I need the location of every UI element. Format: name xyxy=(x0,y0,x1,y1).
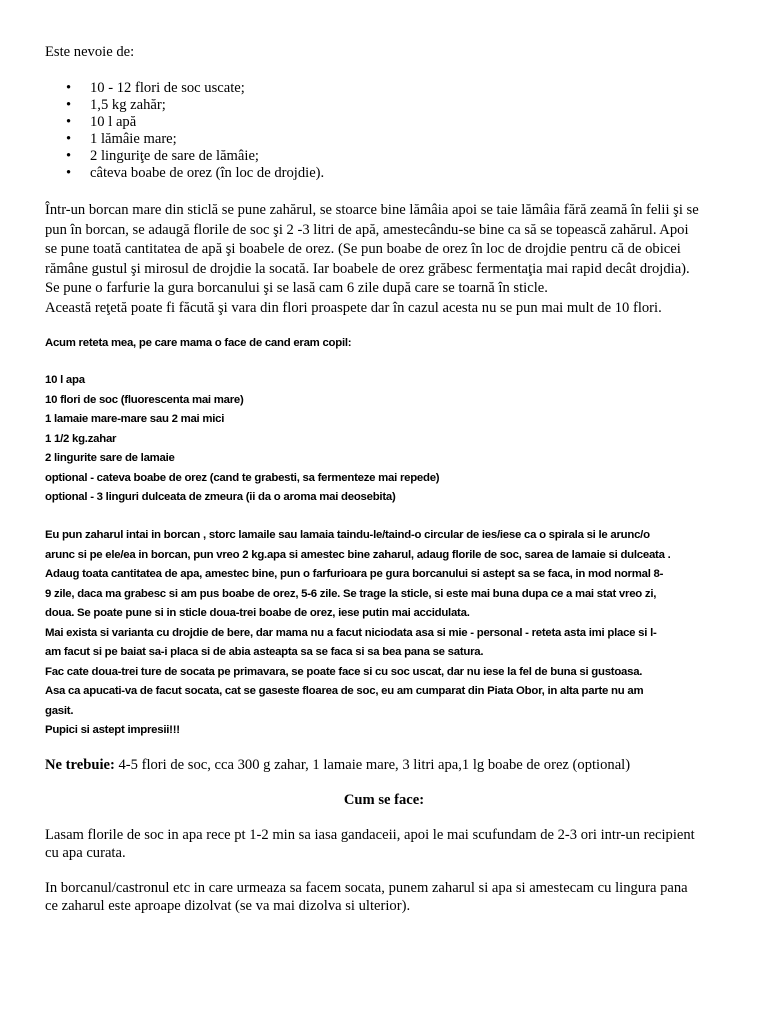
ingredients-summary xyxy=(45,757,630,774)
paragraph-line: 9 zile, daca ma grabesc si am pus boabe de orez, 5-6 zile. Se trage la sticle, si este mai buna dupa ce a mai stat vreo zi, xyxy=(45,587,657,600)
section-heading-method: Cum se face: xyxy=(343,792,425,808)
list-item-text: 10 - 12 flori de soc uscate; xyxy=(90,80,245,96)
paragraph-line: Lasam florile de soc in apa rece pt 1-2 min sa iasa gandaceii, apoi le mai scufundam de 2-3 ori intr-un recipient xyxy=(45,827,695,843)
paragraph-line: se pune toată cantitatea de apă şi boabele de orez. (Se pun boabe de orez în loc de drojdie pentru că de obicei xyxy=(45,241,681,257)
paragraph-instructions xyxy=(45,201,735,318)
list-item xyxy=(45,131,324,148)
paragraph-line: Această reţetă poate fi făcută şi vara din flori proaspete dar în cazul acesta nu se pun mai mult de 10 flori. xyxy=(45,299,662,316)
paragraph-line: Fac cate doua-trei ture de socata pe primavara, se poate face si cu soc uscat, dar nu iese la fel de buna si gustoasa. xyxy=(45,665,643,678)
heading-text: Acum reteta mea, pe care mama o face de cand eram copil: xyxy=(45,337,352,349)
paragraph-line: Asa ca apucati-va de facut socata, cat se gaseste floarea de soc, eu am cumparat din Piata Obor, in alta parte nu am xyxy=(45,685,644,697)
paragraph-line: doua. Se poate pune si in sticle doua-trei boabe de orez, iese putin mai accidulata. xyxy=(45,607,470,619)
list-item xyxy=(45,97,324,114)
paragraph-line: In borcanul/castronul etc in care urmeaza sa facem socata, punem zaharul si apa si amestecam cu lingura pana xyxy=(45,880,688,896)
paragraph-line: Se pune o farfurie la gura borcanului şi se lasă cam 6 zile după care se toarnă în sticle. xyxy=(45,280,548,296)
list-item: optional - 3 linguri dulceata de zmeura (ii da o aroma mai deosebita) xyxy=(45,491,396,503)
paragraph-step-1 xyxy=(45,826,735,862)
list-item-text: câteva boabe de orez (în loc de drojdie). xyxy=(90,165,325,181)
paragraph-line: Într-un borcan mare din sticlă se pune zahărul, se stoarce bine lămâia apoi se taie lămâia fără zeamă în felii şi se xyxy=(45,202,699,218)
bullet-icon: • xyxy=(66,80,72,96)
list-item xyxy=(45,114,324,131)
paragraph-line: Eu pun zaharul intai in borcan , storc lamaile sau lamaia taindu-le/taind-o circular de ies/iese ca o spirala si le arunc/o xyxy=(45,529,650,541)
summary-label: Ne trebuie: xyxy=(45,757,115,773)
paragraph-line: rămâne gustul şi mirosul de drojdie la socată. Iar boabele de orez grăbesc fermentaţia mai rapid decât drojdia). xyxy=(45,260,690,277)
recipe-ingredients-list xyxy=(45,371,439,508)
paragraph-mama-method xyxy=(45,526,671,741)
list-item xyxy=(45,80,324,97)
bullet-icon: • xyxy=(66,148,72,164)
list-item: 10 flori de soc (fluorescenta mai mare) xyxy=(45,393,244,406)
bullet-icon: • xyxy=(66,131,72,147)
closing-line: Pupici si astept impresii!!! xyxy=(45,724,180,736)
list-item: 1 lamaie mare-mare sau 2 mai mici xyxy=(45,413,225,425)
bullet-icon: • xyxy=(66,114,72,130)
list-item: 10 l apa xyxy=(45,374,85,386)
paragraph-line: Adaug toata cantitatea de apa, amestec bine, pun o farfurioara pe gura borcanului si astept sa se faca, in mod normal 8- xyxy=(45,568,664,580)
list-item-text: 1,5 kg zahăr; xyxy=(90,97,166,113)
paragraph-line: cu apa curata. xyxy=(45,845,126,861)
paragraph-line: arunc si pe ele/ea in borcan, pun vreo 2 kg.apa si amestec bine zaharul, adaug florile de soc, sarea de lamaie si dulceata . xyxy=(45,548,671,561)
paragraph-line: gasit. xyxy=(45,704,74,717)
summary-text: 4-5 flori de soc, cca 300 g zahar, 1 lamaie mare, 3 litri apa,1 lg boabe de orez (optional) xyxy=(114,757,631,773)
list-item xyxy=(45,165,324,182)
paragraph-line: Mai exista si varianta cu drojdie de bere, dar mama nu a facut niciodata asa si mie - personal - reteta asta imi place si l- xyxy=(45,626,657,639)
list-item-text: 2 linguriţe de sare de lămâie; xyxy=(90,148,259,164)
intro-text: Este nevoie de: xyxy=(45,44,135,60)
list-item-text: 10 l apă xyxy=(90,114,137,130)
list-item-text: 1 lămâie mare; xyxy=(90,131,177,147)
bullet-icon: • xyxy=(66,97,72,113)
ingredients-list xyxy=(45,80,324,182)
list-item: 1 1/2 kg.zahar xyxy=(45,432,117,445)
paragraph-step-2 xyxy=(45,879,735,915)
list-item xyxy=(45,148,324,165)
section-heading-mama-recipe xyxy=(45,334,351,354)
paragraph-line: ce zaharul este aproape dizolvat (se va mai dizolva si ulterior). xyxy=(45,898,411,914)
list-item: 2 lingurite sare de lamaie xyxy=(45,452,175,464)
list-item: optional - cateva boabe de orez (cand te grabesti, sa fermenteze mai repede) xyxy=(45,471,440,484)
paragraph-line: am facut si pe baiat sa-i placa si de abia asteapta sa se faca si sa bea pana se satura. xyxy=(45,646,484,658)
paragraph-line: pun în borcan, se adaugă florile de soc şi 2 -3 litri de apă, amestecându-se bine ca să se topească zahărul. Apoi xyxy=(45,221,689,238)
bullet-icon: • xyxy=(66,165,72,181)
